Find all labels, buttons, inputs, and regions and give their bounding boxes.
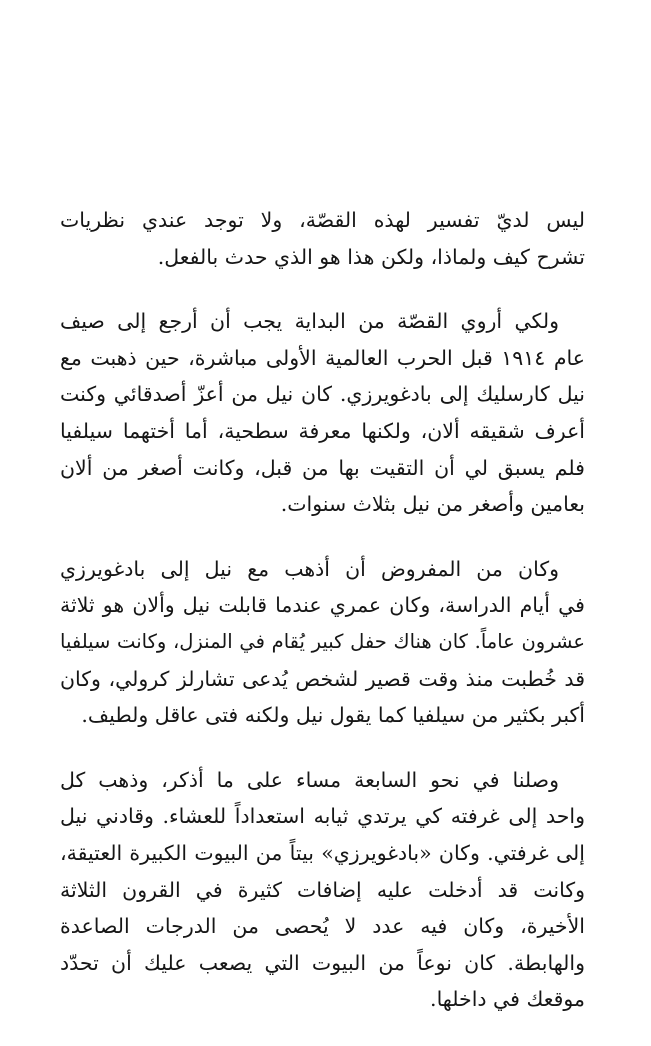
text-line: وكانت قد أدخلت عليه إضافات كثيرة في القرون الثلاثة xyxy=(60,877,585,902)
paragraph-4 xyxy=(60,762,585,1018)
page-text xyxy=(60,202,585,1046)
text-line: والهابطة. كان نوعاً من البيوت التي يصعب عليك أن تحدّد xyxy=(60,950,585,975)
text-line: إلى غرفتي. وكان «بادغويرزي» بيتاً من البيوت الكبيرة العتيقة، xyxy=(60,840,585,865)
paragraph-2 xyxy=(60,303,585,523)
text-line: الأخيرة، وكان فيه عدد لا يُحصى من الدرجات الصاعدة xyxy=(60,914,585,939)
paragraph-1 xyxy=(60,202,585,275)
text-line: بعامين وأصغر من نيل بثلاث سنوات. xyxy=(280,492,585,517)
text-line: واحد إلى غرفته كي يرتدي ثيابه استعداداً للعشاء. وقادني نيل xyxy=(60,804,585,829)
text-line: ولكي أروي القصّة من البداية يجب أن أرجع إلى صيف xyxy=(60,309,559,334)
text-line: عام ١٩١٤ قبل الحرب العالمية الأولى مباشرة، حين ذهبت مع xyxy=(60,345,585,370)
paragraph-3 xyxy=(60,551,585,734)
text-line: عشرون عاماً. كان هناك حفل كبير يُقام في المنزل، وكانت سيلفيا xyxy=(60,629,585,653)
text-line: وصلنا في نحو السابعة مساء على ما أذكر، وذهب كل xyxy=(60,767,559,792)
text-line: فلم يسبق لي أن التقيت بها من قبل، وكانت أصغر من ألان xyxy=(60,455,585,480)
text-line: ليس لديّ تفسير لهذه القصّة، ولا توجد عندي نظريات xyxy=(60,208,585,232)
text-line: نيل كارسليك إلى بادغويرزي. كان نيل من أعزّ أصدقائي وكنت xyxy=(60,382,585,407)
text-line: في أيام الدراسة، وكان عمري عندما قابلت نيل وألان هو ثلاثة xyxy=(60,593,585,618)
text-line: أكبر بكثير من سيلفيا كما يقول نيل ولكنه فتى عاقل ولطيف. xyxy=(81,703,585,728)
text-line: أعرف شقيقه ألان، ولكنها معرفة سطحية، أما أختهما سيلفيا xyxy=(60,418,585,443)
text-line: تشرح كيف ولماذا، ولكن هذا هو الذي حدث بالفعل. xyxy=(157,244,585,269)
text-line: وكان من المفروض أن أذهب مع نيل إلى بادغويرزي xyxy=(60,556,559,581)
text-line: قد خُطبت منذ وقت قصير لشخص يُدعى تشارلز كرولي، وكان xyxy=(60,666,585,691)
text-line: موقعك في داخلها. xyxy=(430,987,585,1012)
